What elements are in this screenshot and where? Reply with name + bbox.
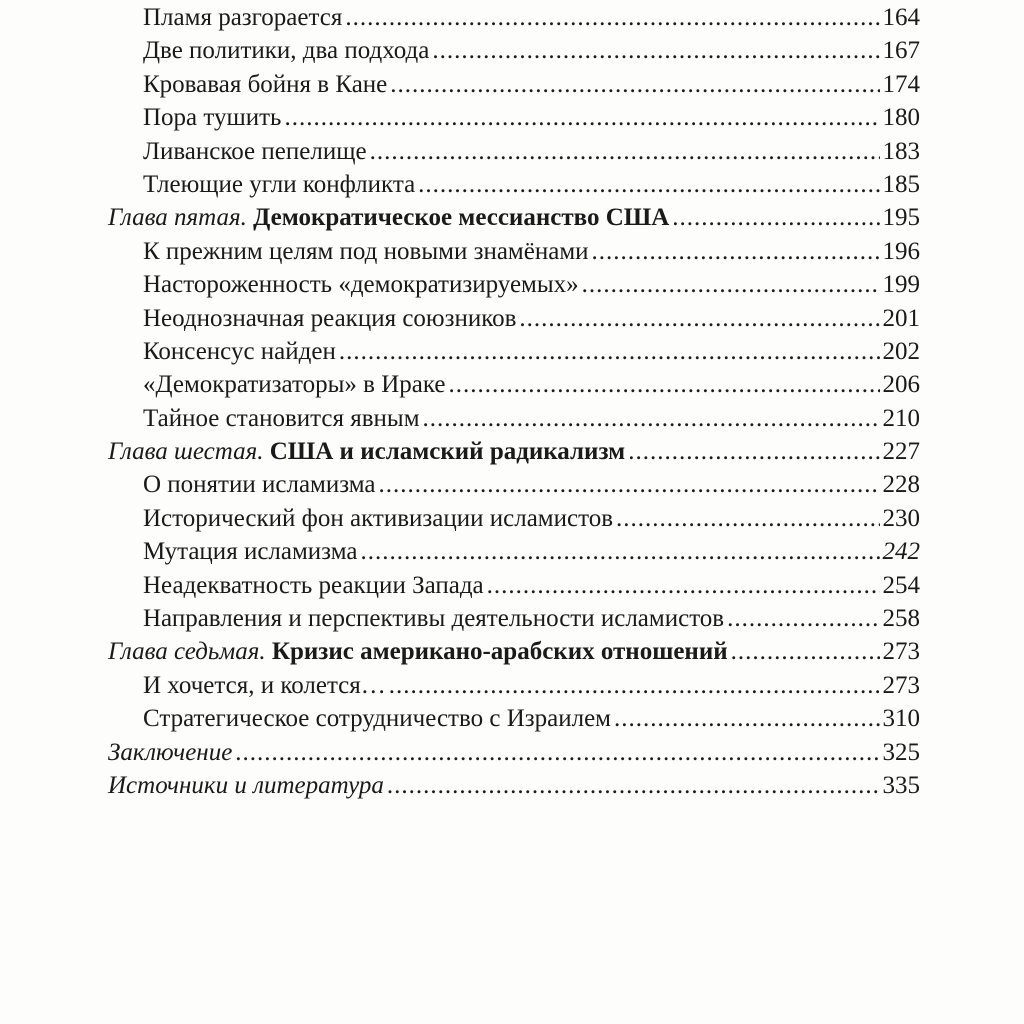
toc-entry-title: «Демократизаторы» в Ираке [143,371,446,399]
dot-leader [387,769,880,802]
dot-leader [418,168,879,201]
toc-entry [108,335,920,368]
dot-leader [727,602,879,635]
toc-page-number: 273 [882,638,920,666]
dot-leader [628,435,879,468]
toc-entry [108,602,920,635]
dot-leader [432,34,879,67]
toc-chapter-entry [108,635,920,668]
toc-entry-title: К прежним целям под новыми знамёнами [143,237,589,265]
toc-page-number: 228 [882,471,920,499]
dot-leader [379,468,880,501]
toc-chapter-entry [108,201,920,234]
toc-entry [108,268,920,301]
toc-entry [108,368,920,401]
dot-leader [360,535,879,568]
toc-entry-title: Тайное становится явным [143,404,420,432]
toc-entry-title: Пора тушить [143,104,282,132]
dot-leader [448,368,879,401]
toc-entry [108,468,920,501]
toc-page-number: 258 [882,605,920,633]
toc-page-number: 199 [882,271,920,299]
toc-entry [108,34,920,67]
toc-entry-title: Пламя разгорается [143,4,343,31]
toc-entry [108,101,920,134]
toc-entry-title: Неадекватность реакции Запада [143,571,484,599]
chapter-label: Глава седьмая. [108,638,266,666]
dot-leader [390,68,879,101]
dot-leader [672,201,879,234]
toc-chapter-heading [108,201,669,234]
dot-leader [339,335,880,368]
toc-page-number: 242 [882,538,920,566]
dot-leader [592,235,880,268]
toc-section-heading [108,769,384,802]
toc-entry-title: Исторический фон активизации исламистов [143,504,613,532]
chapter-label: Глава шестая. [108,438,264,466]
dot-leader [389,669,880,702]
dot-leader [519,302,879,335]
section-label: Заключение [108,738,233,766]
toc-page-number: 254 [882,571,920,599]
toc-entry [108,569,920,602]
toc-page-number: 185 [882,170,920,198]
toc-entry [108,68,920,101]
toc-page-number: 310 [882,705,920,733]
toc-page-number: 202 [882,337,920,365]
toc-entry-title: Мутация исламизма [143,538,358,566]
toc-page-number: 195 [882,204,920,232]
section-label: Источники и литература [108,771,384,799]
toc-page-number: 335 [882,771,920,799]
toc-page-number: 164 [882,4,920,31]
dot-leader [370,135,880,168]
toc-page-number: 201 [882,304,920,332]
toc-section-entry [108,736,920,769]
toc-chapter-heading [108,635,728,668]
toc-entry [108,1,920,34]
toc-entry-title: Настороженность «демократизируемых» [143,271,579,299]
toc-page-number: 180 [882,104,920,132]
toc-section-entry [108,769,920,802]
toc-entry [108,502,920,535]
toc-entry-title: Стратегическое сотрудничество с Израилем [143,705,612,733]
toc-entry-title: Две политики, два подхода [143,37,430,65]
dot-leader [235,736,879,769]
chapter-title: Демократическое мессианство США [253,204,670,232]
toc-entry [108,302,920,335]
toc-page-number: 230 [882,504,920,532]
toc-page-number: 325 [882,738,920,766]
toc-entry [108,702,920,735]
dot-leader [423,402,880,435]
dot-leader [616,502,880,535]
dot-leader [582,268,880,301]
chapter-label: Глава пятая. [108,204,247,232]
toc-entry [108,535,920,568]
toc-page-number: 196 [882,237,920,265]
dot-leader [614,702,879,735]
toc-entry-title: Кровавая бойня в Кане [143,70,388,98]
toc-entry-title: Ливанское пепелище [143,137,367,165]
toc-entry [108,168,920,201]
toc-entry-title: О понятии исламизма [143,471,376,499]
toc-page-number: 273 [882,671,920,699]
dot-leader [731,635,880,668]
toc-entry-title: Консенсус найден [143,337,336,365]
toc-entry [108,402,920,435]
toc-entry [108,135,920,168]
dot-leader [487,569,880,602]
toc-entry-title: Неоднозначная реакция союзников [143,304,517,332]
toc-entry-title: Тлеющие угли конфликта [143,170,416,198]
toc-page-number: 174 [882,70,920,98]
dot-leader [284,101,879,134]
toc-page-number: 227 [882,438,920,466]
chapter-title: США и исламский радикализм [269,438,626,466]
toc-page-number: 210 [882,404,920,432]
toc-section-heading [108,736,232,769]
toc-entry-title: И хочется, и колется… [143,671,386,699]
toc-page-number: 183 [882,137,920,165]
dot-leader [345,1,879,34]
toc-page-number: 167 [882,37,920,65]
toc-entry [108,235,920,268]
table-of-contents [108,1,920,802]
toc-entry-title: Направления и перспективы деятельности исламистов [143,605,725,633]
toc-chapter-heading [108,435,625,468]
toc-entry [108,669,920,702]
toc-page-number: 206 [882,371,920,399]
toc-chapter-entry [108,435,920,468]
chapter-title: Кризис американо-арабских отношений [271,638,728,666]
